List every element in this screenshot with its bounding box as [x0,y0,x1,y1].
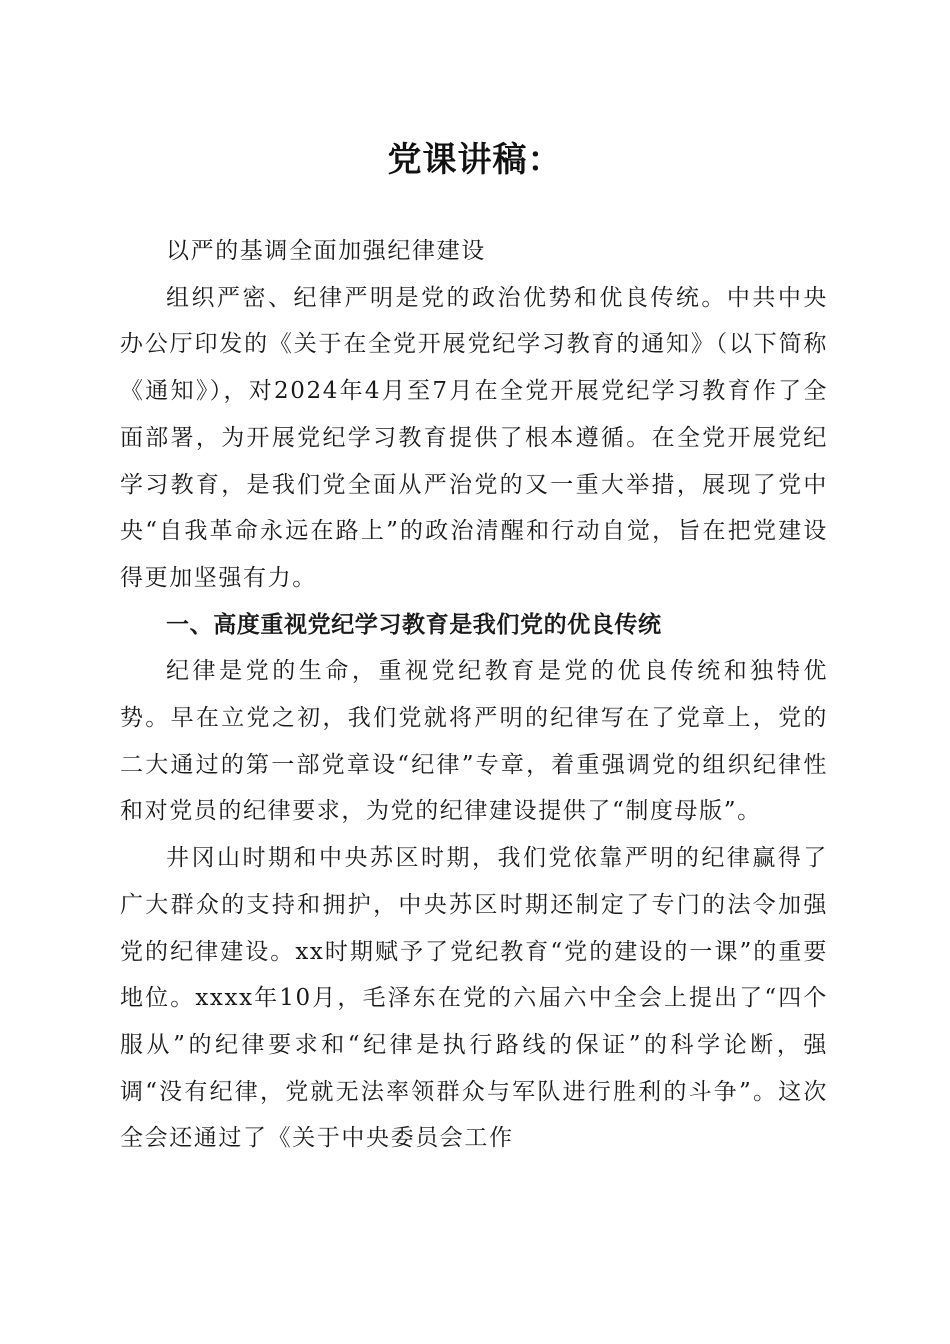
document-body [120,228,828,1162]
body-paragraph: 井冈山时期和中央苏区时期，我们党依靠严明的纪律赢得了广大群众的支持和拥护，中央苏区时期还制定了专门的法令加强党的纪律建设。xx时期赋予了党纪教育“党的建设的一课”的重要地位。xxxx年10月，毛泽东在党的六届六中全会上提出了“四个服从”的纪律要求和“纪律是执行路线的保证”的科学论断，强调“没有纪律，党就无法率领群众与军队进行胜利的斗争”。这次全会还通过了《关于中央委员会工作 [120,845,828,1152]
page-title: 党课讲稿： [387,140,563,180]
section-heading: 一、高度重视党纪学习教育是我们党的优良传统 [166,611,662,638]
subtitle-paragraph: 以严的基调全面加强纪律建设 [166,238,486,264]
intro-paragraph: 组织严密、纪律严明是党的政治优势和优良传统。中共中央办公厅印发的《关于在全党开展党纪学习教育的通知》（以下简称《通知》），对2024年4月至7月在全党开展党纪学习教育作了全面部署，为开展党纪学习教育提供了根本遵循。在全党开展党纪学习教育，是我们党全面从严治党的又一重大举措，展现了党中央“自我革命永远在路上”的政治清醒和行动自觉，旨在把党建设得更加坚强有力。 [120,284,828,591]
body-paragraph: 纪律是党的生命，重视党纪教育是党的优良传统和独特优势。早在立党之初，我们党就将严明的纪律写在了党章上，党的二大通过的第一部党章设“纪律”专章，着重强调党的组织纪律性和对党员的纪律要求，为党的纪律建设提供了“制度母版”。 [120,658,828,825]
